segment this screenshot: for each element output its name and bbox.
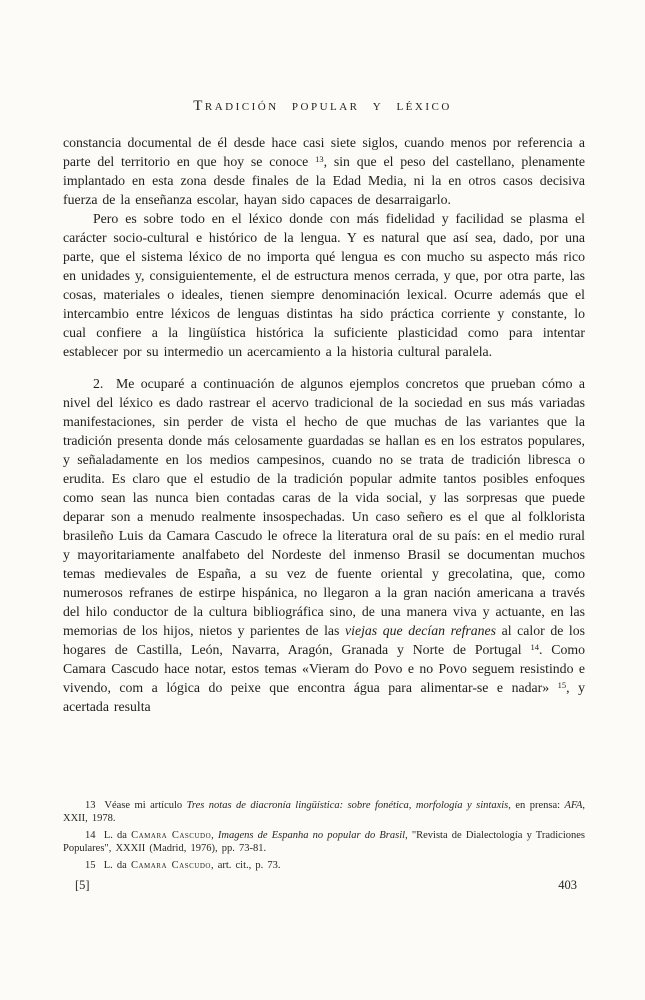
footnote-reference: 15 <box>557 679 567 690</box>
text-segment: , y acertada resulta <box>63 680 585 714</box>
text-segment: Tres notas de diacronía lingüística: sobre fonética, morfología y sintaxis <box>186 800 509 811</box>
text-segment: al calor de los hogares de Castilla, León, Navarra, Aragón, Granada y Norte de Portugal <box>63 623 585 657</box>
text-segment: 14 L. da <box>85 830 132 841</box>
footnote <box>63 860 585 873</box>
footnote-reference: 14 <box>530 641 539 652</box>
folio-bracket-number: [5] <box>75 878 90 892</box>
text-segment: viejas que decían refranes <box>344 623 497 638</box>
text-segment: . Como Camara Cascudo hace notar, estos temas «Vieram do Povo e no Povo seguem resistindo e vivendo, com a lógica do peixe que encontra água para alimentar-se e nadar» <box>63 642 585 695</box>
article-body <box>63 133 585 795</box>
text-segment: 13 Véase mi artículo <box>85 800 187 811</box>
text-segment: , art. cit., p. 73. <box>210 860 281 871</box>
paragraphs <box>63 133 585 716</box>
text-segment: Camara Cascudo <box>130 860 211 871</box>
text-segment: , sin que el peso del castellano, plenamente implantado en esta zona desde finales de la Edad Media, ni la en otros casos decisiva fuerza de la enseñanza escolar, hayan sido capaces de desarraigarlo. <box>63 154 585 207</box>
text-segment: 2. Me ocuparé a continuación de algunos ejemplos concretos que prueban cómo a nivel del léxico es dado rastrear el acervo tradicional de la sociedad en sus más variadas manifestaciones, sin perder de vista el hecho de que muchas de las variantes que la tradición presenta donde más celosamente guardadas se hallan es en los estratos populares, y señaladamente en los medios campesinos, cuando no se trata de tradición libresca o erudita. Es claro que el estudio de la tradición popular admite tantos posibles enfoques como sean las nunca bien contadas caras de la vida social, y las sorpresas que puede deparar son a menudo realmente insospechadas. Un caso señero es el que al folklorista brasileño Luis da Camara Cascudo le ofrece la literatura oral de su país: en el medio rural y mayoritariamente analfabeto del Nordeste del inmenso Brasil se documentan muchos temas medievales de España, a su vez de fuente oriental y grecolatina, que, como numerosos refranes de estirpe hispánica, no llegaron a la gran nación americana a través del hilo conductor de la cultura bibliográfica sino, de una manera viva y actuante, en las memorias de los hijos, nietos y parientes de las <box>63 376 585 638</box>
running-head: Tradición popular y léxico <box>193 98 452 114</box>
text-segment: , <box>211 830 218 841</box>
text-segment: Imagens de Espanha no popular do Brasil <box>217 830 406 841</box>
text-segment: Pero es sobre todo en el léxico donde con más fidelidad y facilidad se plasma el carácter socio-cultural e histórico de la lengua. Y es natural que así sea, dado, por una parte, que el sistema léxico de no importa qué lengua es con mucho su aspecto más rico en unidades y, consiguientemente, el de estructura menos cerrada, y que, por otra parte, las cosas, materiales o ideales, tienen siempre denominación lexical. Ocurre además que el intercambio entre léxicos de lenguas distintas ha sido práctica corriente y constante, lo cual confiere a la lingüística histórica la suficiente plasticidad como para intentar establecer por su intermedio un acercamiento a la historia cultural paralela. <box>63 211 585 359</box>
text-segment: , en prensa: <box>508 800 565 811</box>
footnote-reference: 13 <box>315 153 324 164</box>
footnotes <box>63 800 585 878</box>
paragraph <box>63 209 585 361</box>
text-segment: , "Revista de Dialectología y Tradiciones Populares", XXXII (Madrid, 1976), pp. 73-81. <box>63 830 586 854</box>
text-segment: Camara Cascudo <box>131 830 212 841</box>
text-segment: AFA <box>564 800 583 811</box>
text-segment: constancia documental de él desde hace casi siete siglos, cuando menos por referencia a parte del territorio en que hoy se conoce <box>63 135 585 169</box>
footnote <box>63 830 585 855</box>
footnote <box>63 800 585 825</box>
text-segment: 15 L. da <box>85 860 131 871</box>
paragraph <box>63 133 585 209</box>
page-number: 403 <box>558 878 577 892</box>
paragraph <box>63 374 585 716</box>
text-segment: , XXII, 1978. <box>63 800 585 824</box>
